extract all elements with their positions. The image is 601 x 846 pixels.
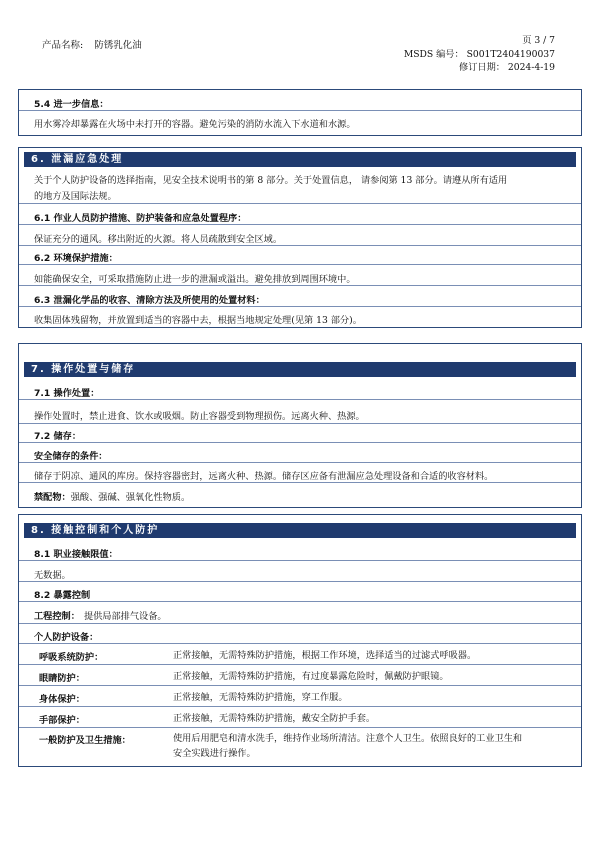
divider	[19, 706, 581, 707]
text-7-1: 操作处置时，禁止进食、饮水或吸烟。防止容器受到物理损伤。远离火种、热源。	[34, 411, 365, 422]
general-label: 一般防护及卫生措施：	[39, 735, 131, 746]
ppe-row-hand	[39, 712, 571, 726]
heading-8-2: 8.2 暴露控制	[34, 590, 91, 601]
divider	[19, 442, 581, 443]
section-6-box	[18, 147, 582, 328]
divider	[19, 643, 581, 644]
text-8-1: 无数据。	[34, 570, 71, 581]
product-name: 防锈乳化油	[94, 40, 142, 51]
divider	[19, 462, 581, 463]
msds-number: MSDS 编号： S001T2404190037	[403, 48, 555, 60]
document-meta	[404, 34, 555, 75]
ppe-row-eye	[39, 670, 571, 684]
ppe-row-respiratory	[39, 649, 571, 663]
heading-6-2: 6.2 环境保护措施：	[34, 253, 118, 264]
divider	[19, 110, 581, 111]
engineering-label: 工程控制：	[34, 611, 80, 622]
divider	[19, 264, 581, 265]
text-6-intro-1: 关于个人防护设备的选择指南，见安全技术说明书的第 8 部分。关于处置信息， 请参阅第 13 部分。请遵从所有适用	[34, 175, 508, 186]
divider	[19, 203, 581, 204]
divider	[19, 224, 581, 225]
incompatible-materials	[34, 489, 190, 503]
divider	[19, 623, 581, 624]
text-5-4: 用水雾冷却暴露在火场中未打开的容器。避免污染的消防水流入下水道和水源。	[34, 119, 356, 130]
ppe-value: 正常接触，无需特殊防护措施，根据工作环境，选择适当的过滤式呼吸器。	[173, 650, 477, 661]
page-number: 页 3 / 7	[522, 35, 555, 46]
incompatible-label: 禁配物：	[34, 492, 71, 503]
divider	[19, 560, 581, 561]
heading-7-2: 7.2 储存：	[34, 431, 82, 442]
ppe-value: 正常接触，无需特殊防护措施，戴安全防护手套。	[173, 713, 376, 724]
product-label: 产品名称:	[42, 40, 84, 51]
heading-6-3: 6.3 泄漏化学品的收容、清除方法及所使用的处置材料：	[34, 295, 265, 306]
divider	[19, 727, 581, 728]
engineering-controls	[34, 608, 167, 622]
text-6-3: 收集固体残留物，并放置到适当的容器中去，根据当地规定处理(见第 13 部分)。	[34, 315, 362, 326]
divider	[19, 245, 581, 246]
engineering-value: 提供局部排气设备。	[83, 611, 167, 622]
section-5-4-box	[18, 89, 582, 136]
divider	[19, 399, 581, 400]
heading-6-1: 6.1 作业人员防护措施、防护装备和应急处置程序：	[34, 213, 247, 224]
section-7-box	[18, 343, 582, 508]
divider	[19, 685, 581, 686]
section-8-box	[18, 514, 582, 767]
divider	[19, 581, 581, 582]
heading-7-1: 7.1 操作处置：	[34, 388, 100, 399]
ppe-label: 眼睛防护：	[39, 673, 85, 684]
ppe-row-general	[39, 732, 571, 762]
text-6-2: 如能确保安全，可采取措施防止进一步的泄漏或溢出。避免排放到周围环境中。	[34, 274, 356, 285]
divider	[19, 423, 581, 424]
section-8-title: 8. 接触控制和个人防护	[24, 523, 576, 538]
incompatible-value: 强酸、强碱、强氧化性物质。	[70, 492, 191, 503]
heading-5-4: 5.4 进一步信息：	[34, 99, 109, 110]
general-value-line-2: 安全实践进行操作。	[173, 748, 256, 759]
ppe-row-body	[39, 691, 571, 705]
ppe-value: 正常接触，无需特殊防护措施，有过度暴露危险时，佩戴防护眼镜。	[173, 671, 449, 682]
product-name-line	[42, 37, 142, 51]
ppe-value: 正常接触，无需特殊防护措施，穿工作服。	[173, 692, 348, 703]
ppe-label: 身体保护：	[39, 694, 85, 705]
general-value-line-1: 使用后用肥皂和清水洗手，维持作业场所清洁。注意个人卫生。依照良好的工业卫生和	[173, 733, 523, 744]
divider	[19, 285, 581, 286]
revision-date: 修订日期： 2024-4-19	[459, 62, 555, 73]
ppe-label: 手部保护：	[39, 715, 85, 726]
heading-8-1: 8.1 职业接触限值：	[34, 549, 118, 560]
text-6-intro-2: 的地方及国际法规。	[34, 191, 117, 202]
divider	[19, 482, 581, 483]
text-safe-storage: 储存于阴凉、通风的库房。保持容器密封，远离火种、热源。储存区应备有泄漏应急处理设备和合适的收容材料。	[34, 471, 494, 482]
section-7-title: 7. 操作处置与储存	[24, 362, 576, 377]
text-6-1: 保证充分的通风。移出附近的火源。将人员疏散到安全区域。	[34, 234, 283, 245]
divider	[19, 306, 581, 307]
ppe-label: 呼吸系统防护：	[39, 652, 104, 663]
divider	[19, 601, 581, 602]
heading-ppe: 个人防护设备：	[34, 632, 99, 643]
section-6-title: 6. 泄漏应急处理	[24, 152, 576, 167]
heading-safe-storage: 安全储存的条件：	[34, 451, 108, 462]
divider	[19, 664, 581, 665]
